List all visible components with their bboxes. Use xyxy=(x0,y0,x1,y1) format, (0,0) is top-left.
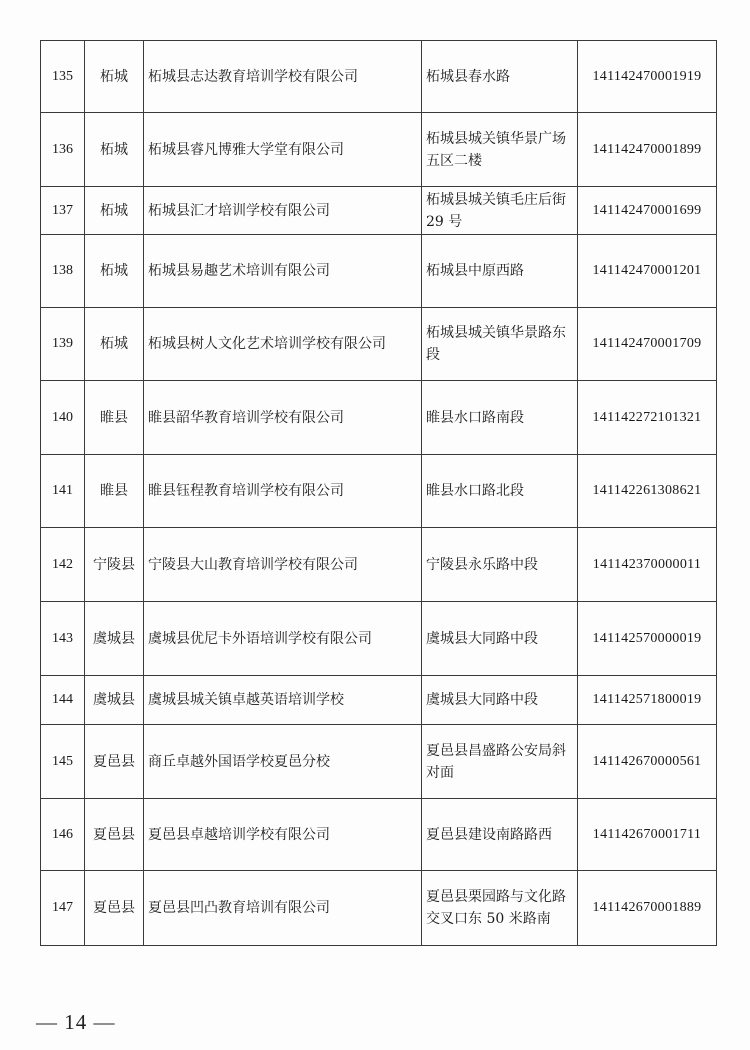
county-cell: 睢县 xyxy=(85,381,144,455)
school-name-cell: 睢县钰程教育培训学校有限公司 xyxy=(144,455,422,528)
table-row xyxy=(41,187,717,235)
license-code-cell: 141142670001889 xyxy=(578,871,717,946)
page-number: — 14 — xyxy=(36,1010,116,1034)
license-code-cell: 141142261308621 xyxy=(578,455,717,528)
school-name-cell: 柘城县汇才培训学校有限公司 xyxy=(144,187,422,235)
address-cell: 柘城县中原西路 xyxy=(422,235,578,308)
address-cell: 柘城县城关镇毛庄后街 29 号 xyxy=(422,187,578,235)
row-number: 144 xyxy=(41,676,85,725)
license-code-cell: 141142370000011 xyxy=(578,528,717,602)
row-number: 137 xyxy=(41,187,85,235)
table-row xyxy=(41,41,717,113)
address-cell: 夏邑县建设南路路西 xyxy=(422,799,578,871)
row-number: 143 xyxy=(41,602,85,676)
address-cell: 夏邑县栗园路与文化路交叉口东 50 米路南 xyxy=(422,871,578,946)
school-name-cell: 虞城县城关镇卓越英语培训学校 xyxy=(144,676,422,725)
county-cell: 柘城 xyxy=(85,235,144,308)
county-cell: 夏邑县 xyxy=(85,799,144,871)
school-name-cell: 夏邑县卓越培训学校有限公司 xyxy=(144,799,422,871)
registry-table-body xyxy=(41,41,717,946)
table-row xyxy=(41,602,717,676)
table-row xyxy=(41,528,717,602)
table-row xyxy=(41,676,717,725)
row-number: 146 xyxy=(41,799,85,871)
license-code-cell: 141142470001919 xyxy=(578,41,717,113)
row-number: 145 xyxy=(41,725,85,799)
address-cell: 虞城县大同路中段 xyxy=(422,676,578,725)
school-name-cell: 柘城县睿凡博雅大学堂有限公司 xyxy=(144,113,422,187)
county-cell: 睢县 xyxy=(85,455,144,528)
county-cell: 夏邑县 xyxy=(85,725,144,799)
table-row xyxy=(41,381,717,455)
row-number: 139 xyxy=(41,308,85,381)
county-cell: 宁陵县 xyxy=(85,528,144,602)
training-school-registry-table xyxy=(40,40,717,946)
school-name-cell: 夏邑县凹凸教育培训有限公司 xyxy=(144,871,422,946)
license-code-cell: 141142470001201 xyxy=(578,235,717,308)
license-code-cell: 141142670001711 xyxy=(578,799,717,871)
table-row xyxy=(41,725,717,799)
address-cell: 柘城县城关镇华景路东段 xyxy=(422,308,578,381)
license-code-cell: 141142470001699 xyxy=(578,187,717,235)
school-name-cell: 柘城县树人文化艺术培训学校有限公司 xyxy=(144,308,422,381)
license-code-cell: 141142571800019 xyxy=(578,676,717,725)
school-name-cell: 睢县韶华教育培训学校有限公司 xyxy=(144,381,422,455)
school-name-cell: 柘城县易趣艺术培训有限公司 xyxy=(144,235,422,308)
county-cell: 夏邑县 xyxy=(85,871,144,946)
row-number: 141 xyxy=(41,455,85,528)
license-code-cell: 141142470001709 xyxy=(578,308,717,381)
address-cell: 睢县水口路南段 xyxy=(422,381,578,455)
row-number: 140 xyxy=(41,381,85,455)
row-number: 142 xyxy=(41,528,85,602)
row-number: 135 xyxy=(41,41,85,113)
school-name-cell: 虞城县优尼卡外语培训学校有限公司 xyxy=(144,602,422,676)
table-row xyxy=(41,871,717,946)
school-name-cell: 宁陵县大山教育培训学校有限公司 xyxy=(144,528,422,602)
table-row xyxy=(41,308,717,381)
table-row xyxy=(41,455,717,528)
address-cell: 柘城县城关镇华景广场五区二楼 xyxy=(422,113,578,187)
county-cell: 虞城县 xyxy=(85,676,144,725)
county-cell: 虞城县 xyxy=(85,602,144,676)
address-cell: 夏邑县昌盛路公安局斜对面 xyxy=(422,725,578,799)
license-code-cell: 141142670000561 xyxy=(578,725,717,799)
address-cell: 虞城县大同路中段 xyxy=(422,602,578,676)
license-code-cell: 141142272101321 xyxy=(578,381,717,455)
county-cell: 柘城 xyxy=(85,187,144,235)
license-code-cell: 141142570000019 xyxy=(578,602,717,676)
row-number: 138 xyxy=(41,235,85,308)
row-number: 136 xyxy=(41,113,85,187)
school-name-cell: 柘城县志达教育培训学校有限公司 xyxy=(144,41,422,113)
school-name-cell: 商丘卓越外国语学校夏邑分校 xyxy=(144,725,422,799)
county-cell: 柘城 xyxy=(85,113,144,187)
county-cell: 柘城 xyxy=(85,41,144,113)
license-code-cell: 141142470001899 xyxy=(578,113,717,187)
row-number: 147 xyxy=(41,871,85,946)
table-row xyxy=(41,113,717,187)
address-cell: 睢县水口路北段 xyxy=(422,455,578,528)
address-cell: 宁陵县永乐路中段 xyxy=(422,528,578,602)
table-row xyxy=(41,235,717,308)
county-cell: 柘城 xyxy=(85,308,144,381)
table-row xyxy=(41,799,717,871)
address-cell: 柘城县春水路 xyxy=(422,41,578,113)
